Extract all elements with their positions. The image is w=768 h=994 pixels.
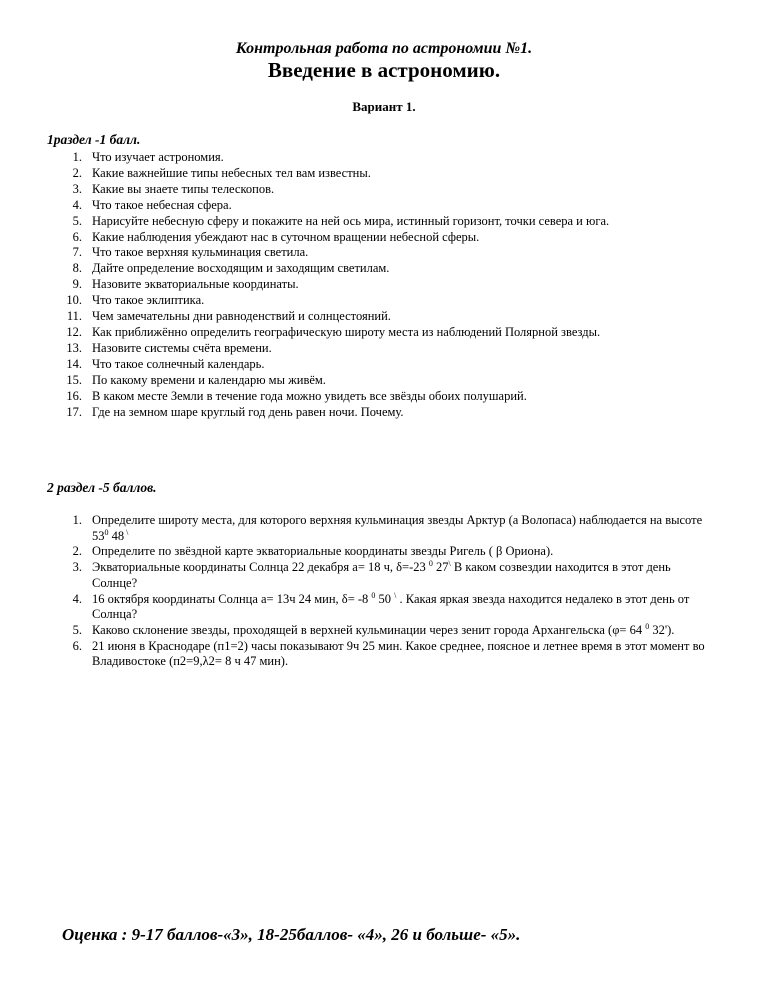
list-item: 2. Определите по звёздной карте экваториальные координаты звезды Ригель ( β Ориона).	[72, 544, 554, 559]
grading-scale: Оценка : 9-17 баллов-«3», 18-25баллов- «4», 26 и больше- «5».	[62, 925, 521, 944]
list-item: 17. Где на земном шаре круглый год день равен ночи. Почему.	[66, 404, 404, 419]
section-1-heading: 1раздел -1 балл.	[47, 132, 141, 147]
list-item: 16. В каком месте Земли в течение года можно увидеть все звёзды обоих полушарий.	[66, 388, 527, 403]
variant-label: Вариант 1.	[352, 99, 416, 114]
list-item: 1. Что изучает астрономия.	[72, 150, 224, 164]
list-item: 10. Что такое эклиптика.	[66, 293, 205, 308]
section-2-heading: 2 раздел -5 баллов.	[47, 480, 157, 495]
list-item: 9. Назовите экваториальные координаты.	[72, 277, 299, 292]
list-item: 8. Дайте определение восходящим и заходящим светилам.	[72, 261, 390, 276]
list-item: 7. Что такое верхняя кульминация светила.	[72, 245, 309, 260]
list-item: 12. Как приближённо определить географическую широту места из наблюдений Полярной звезды.	[66, 324, 601, 339]
section-2-question-list	[56, 513, 716, 670]
list-item: 5. Нарисуйте небесную сферу и покажите на ней ось мира, истинный горизонт, точки севера и юга.	[72, 213, 610, 228]
list-item: 1. Определите широту места, для которого верхняя кульминация звезды Арктур (а Волопаса) наблюдается на высоте $53^0$ 48 \	[72, 513, 703, 543]
list-item: 13. Назовите системы счёта времени.	[66, 340, 272, 355]
page-title: Контрольная работа по астрономии №1.	[235, 40, 533, 57]
list-item: 11. Чем замечательны дни равноденствий и солнцестояний.	[66, 309, 391, 324]
list-item: 3. Какие вы знаете типы телескопов.	[72, 181, 275, 196]
list-item: 5. Каково склонение звезды, проходящей в верхней кульминации через зенит города Архангельска (φ= 64 $^0$ 32').	[72, 621, 675, 637]
page-subtitle: Введение в астрономию.	[267, 58, 501, 82]
section-1-question-list	[56, 150, 716, 420]
list-item: 4. Что такое небесная сфера.	[72, 197, 232, 212]
list-item: 14. Что такое солнечный календарь.	[66, 356, 265, 371]
list-item: 15. По какому времени и календарю мы живём.	[66, 372, 326, 387]
list-item: 4. 16 октября координаты Солнца а= 13ч 24 мин, δ= -8 $^0$ 50 \ . Какая яркая звезда находится недалеко в этот день от Солнца?	[72, 590, 690, 622]
list-item: 2. Какие важнейшие типы небесных тел вам известны.	[72, 165, 371, 180]
list-item: 6. 21 июня в Краснодаре (п1=2) часы показывают 9ч 25 мин. Какое среднее, поясное и летнее время в этот момент во Владивостоке (п2=9,λ2= 8 ч 47 мин).	[72, 638, 705, 669]
list-item: 3. Экваториальные координаты Солнца 22 декабря а= 18 ч, δ=-23 $^0$ 27\ В каком созвездии находится в этот день Солнце?	[72, 559, 671, 590]
list-item: 6. Какие наблюдения убеждают нас в суточном вращении небесной сферы.	[72, 229, 480, 244]
